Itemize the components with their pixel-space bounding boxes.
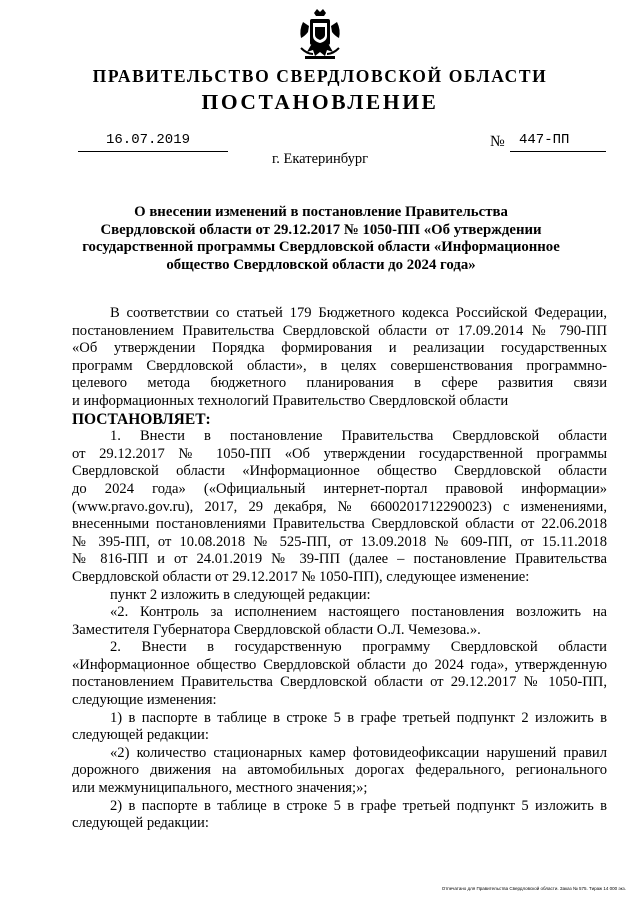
body-line: и информационных технологий Правительство Свердловской области bbox=[72, 392, 509, 409]
document-body bbox=[72, 305, 607, 833]
body-line: «Информационное общество Свердловской области до 2024 года», утвержденную bbox=[72, 656, 607, 673]
body-line: № 395-ПП, от 10.08.2018 № 525-ПП, от 13.09.2018 № 609-ПП, от 15.11.2018 bbox=[72, 533, 607, 550]
government-name: ПРАВИТЕЛЬСТВО СВЕРДЛОВСКОЙ ОБЛАСТИ bbox=[92, 66, 548, 86]
body-line: «Об утверждении Порядка формирования и реализации государственных bbox=[72, 340, 607, 357]
document-number: 447-ПП bbox=[519, 132, 570, 148]
body-line: от 29.12.2017 № 1050-ПП «Об утверждении государственной программы bbox=[72, 445, 607, 462]
body-line: Заместителя Губернатора Свердловской области О.Л. Чемезова.». bbox=[72, 621, 481, 638]
document-subject bbox=[76, 204, 566, 274]
body-line: следующие изменения: bbox=[72, 692, 217, 709]
document-type: ПОСТАНОВЛЕНИЕ bbox=[201, 90, 439, 114]
subject-line: О внесении изменений в постановление Правительства bbox=[134, 204, 508, 220]
body-line: 1) в паспорте в таблице в строке 5 в графе третьей подпункт 2 изложить в bbox=[110, 709, 607, 726]
body-line: «2. Контроль за исполнением настоящего постановления возложить на bbox=[110, 604, 607, 621]
body-line: 1. Внести в постановление Правительства Свердловской области bbox=[110, 428, 607, 445]
document-date: 16.07.2019 bbox=[106, 132, 191, 148]
number-sign: № bbox=[490, 133, 505, 150]
body-line: дорожного движения на автомобильных дорогах федерального, регионального bbox=[72, 762, 607, 779]
body-line: № 816-ПП и от 24.01.2019 № 39-ПП (далее – постановление Правительства bbox=[72, 551, 607, 568]
body-line: следующей редакции: bbox=[72, 727, 209, 744]
body-line: постановлением Правительства Свердловской области от 17.09.2014 № 790-ПП bbox=[72, 322, 607, 339]
body-line: внесенными постановлениями Правительства Свердловской области от 22.06.2018 bbox=[72, 516, 607, 533]
subject-line: общество Свердловской области до 2024 года» bbox=[166, 256, 476, 273]
decree-word: ПОСТАНОВЛЯЕТ: bbox=[72, 410, 211, 428]
subject-line: государственной программы Свердловской области «Информационное bbox=[82, 239, 560, 255]
number-field bbox=[510, 131, 606, 152]
date-field bbox=[78, 131, 228, 152]
body-line: В соответствии со статьей 179 Бюджетного кодекса Российской Федерации, bbox=[110, 305, 607, 321]
body-line: 2. Внести в государственную программу Свердловской области bbox=[110, 639, 607, 656]
body-line: или межмуниципального, местного значения;»; bbox=[72, 780, 368, 797]
city: г. Екатеринбург bbox=[271, 151, 369, 167]
body-line: целевого метода бюджетного планирования в сфере развития связи bbox=[72, 375, 607, 392]
subject-line: Свердловской области от 29.12.2017 № 1050-ПП «Об утверждении bbox=[100, 221, 542, 238]
body-line: Свердловской области «Информационное общество Свердловской области bbox=[72, 463, 607, 480]
print-note: Отпечатано для Правительства Свердловской области. Заказ № 575. Тираж 14 000 экз. bbox=[441, 886, 626, 891]
body-line: (www.pravo.gov.ru), 2017, 29 декабря, № 6600201712290023) с изменениями, bbox=[72, 498, 607, 515]
body-line: 2) в паспорте в таблице в строке 5 в графе третьей подпункт 5 изложить в bbox=[110, 797, 607, 814]
body-line: до 2024 года» («Официальный интернет-портал правовой информации» bbox=[72, 480, 607, 497]
body-line: постановлением Правительства Свердловской области от 29.12.2017 № 1050-ПП, bbox=[72, 674, 607, 691]
body-line: программ Свердловской области», в целях совершенствования программно- bbox=[72, 357, 607, 374]
body-line: пункт 2 изложить в следующей редакции: bbox=[110, 586, 371, 603]
body-line: «2) количество стационарных камер фотовидеофиксации нарушений правил bbox=[110, 744, 607, 761]
body-line: Свердловской области от 29.12.2017 № 1050-ПП), следующее изменение: bbox=[72, 568, 530, 585]
body-line: следующей редакции: bbox=[72, 815, 209, 832]
coat-of-arms-icon bbox=[297, 8, 343, 60]
